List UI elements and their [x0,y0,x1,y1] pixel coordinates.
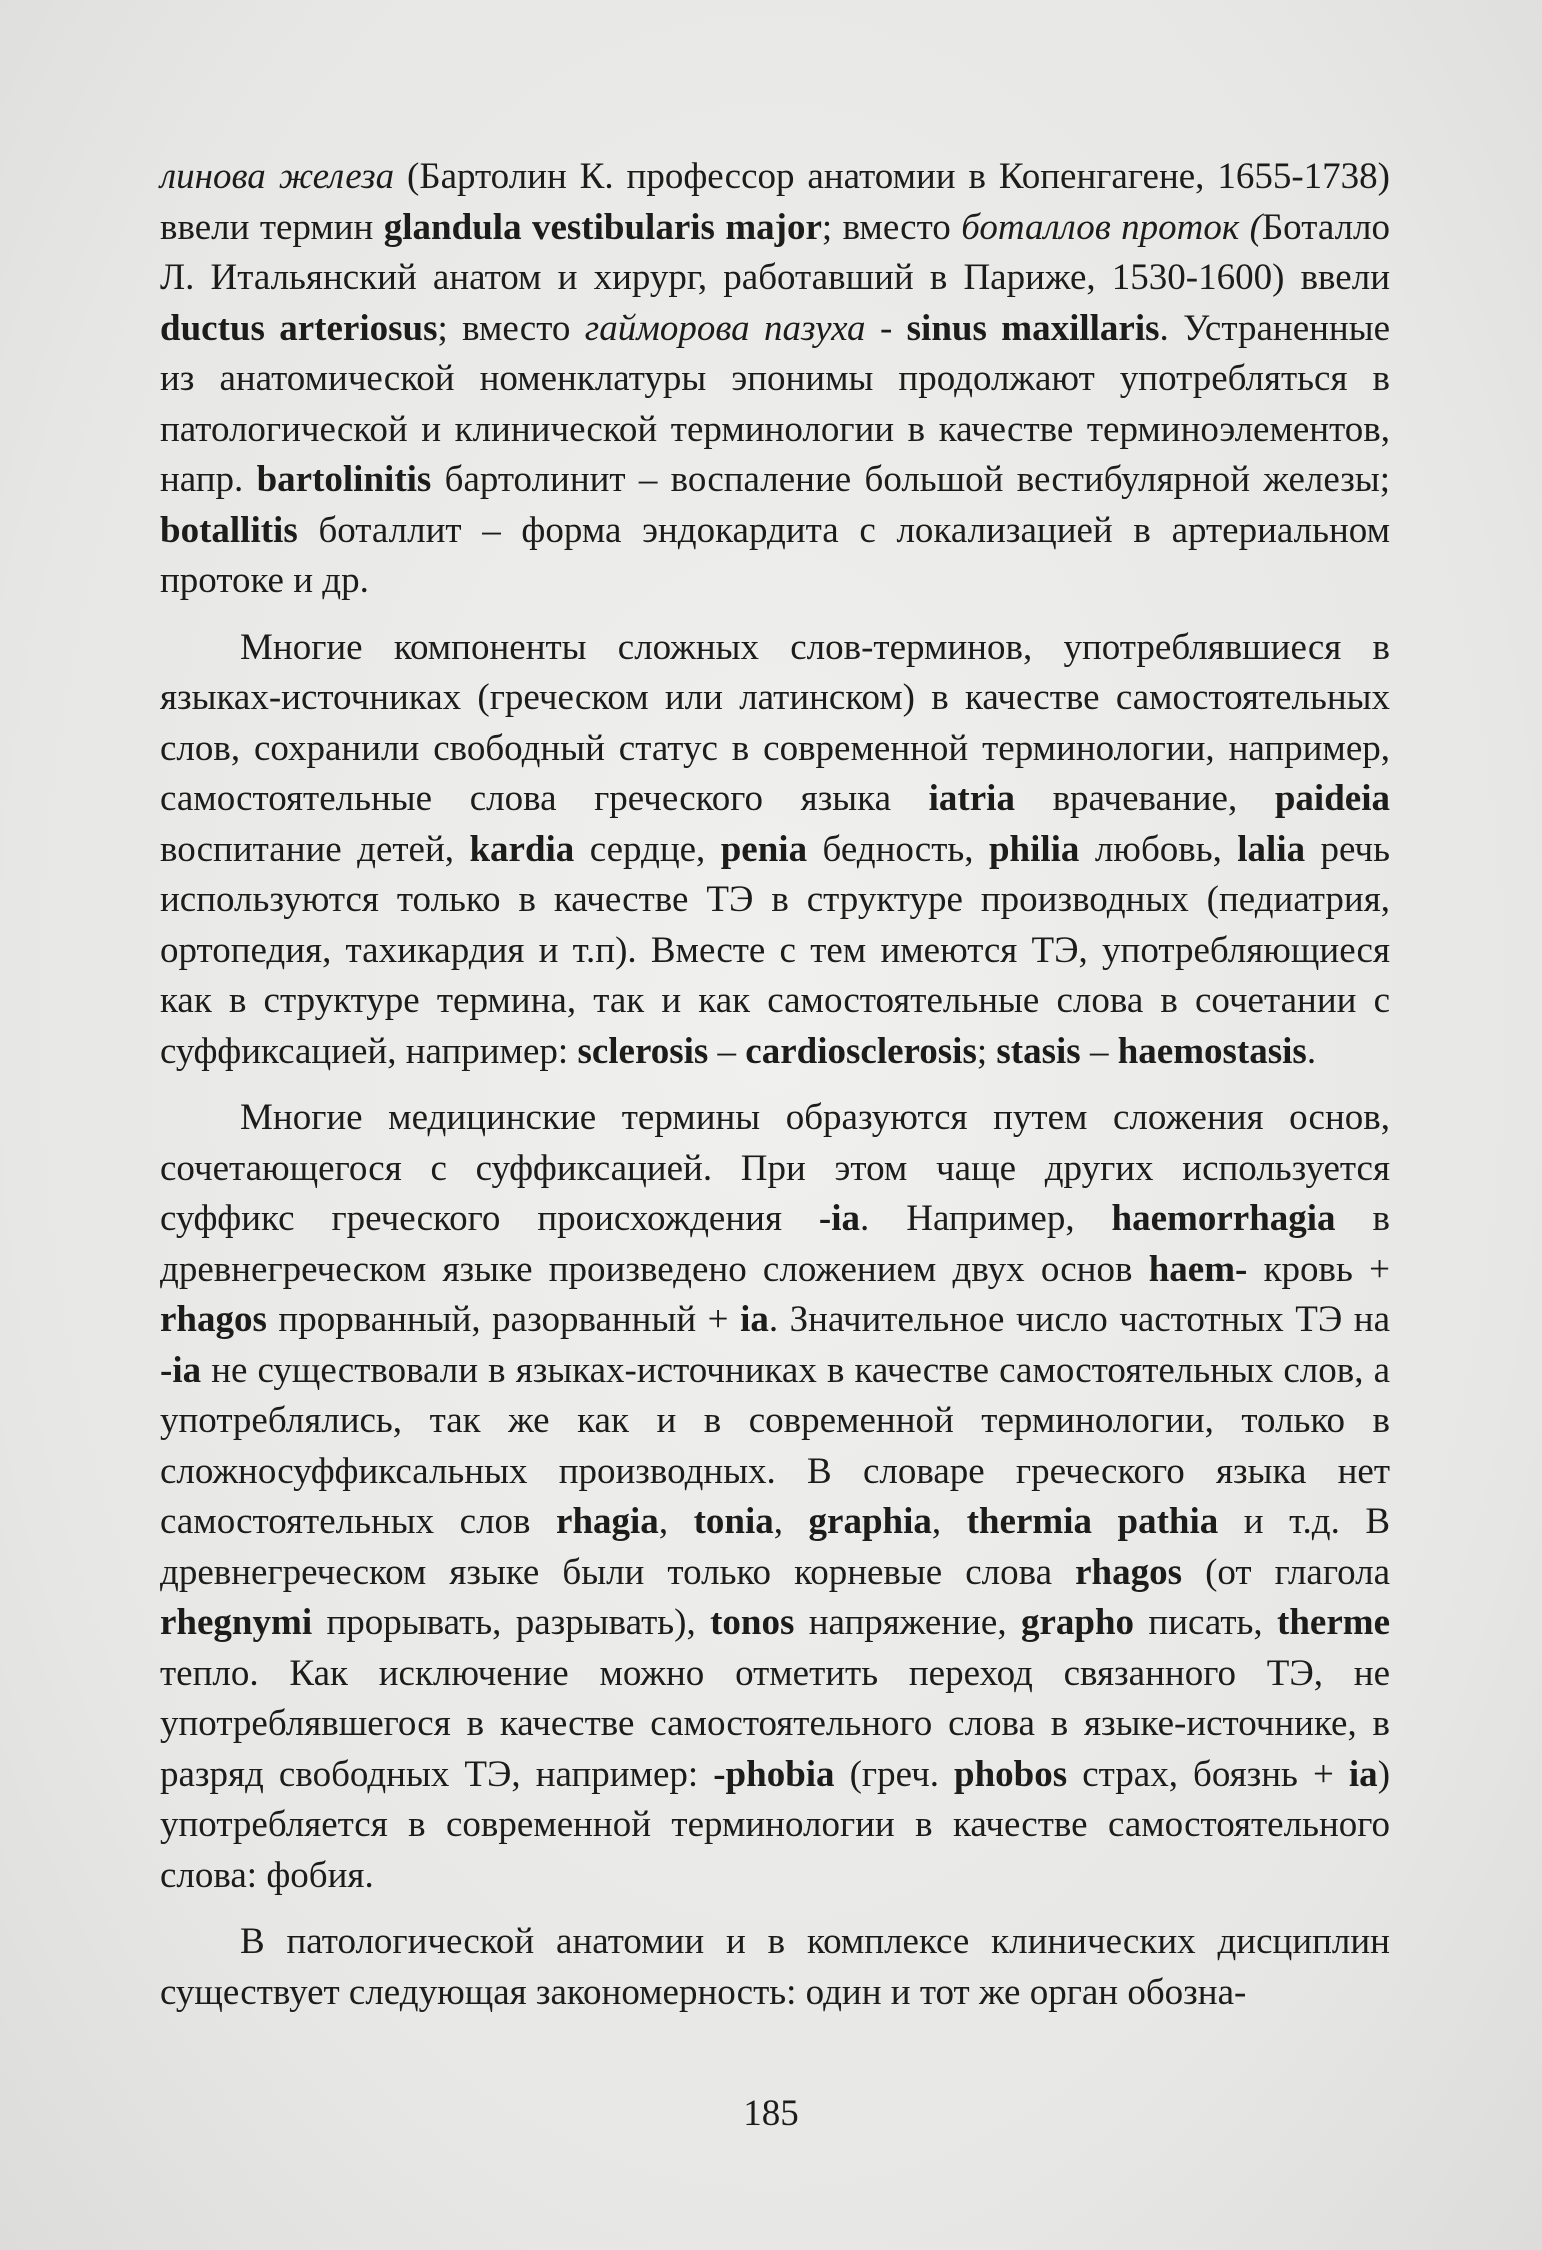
text-run: Боталло Л. Итальянский анатом и хирург, работавший в Париже, 1530-1600) ввели [160,206,1390,298]
latin-term: botallitis [160,509,298,551]
text-run: писать, [1134,1602,1277,1643]
latin-term: bartolinitis [256,459,432,500]
latin-term: phobos [954,1753,1068,1795]
latin-term: cardiosclerosis [745,1030,977,1072]
text-run: . [1306,1030,1317,1072]
latin-term: lalia [1237,828,1306,870]
text-run: ; вместо [821,206,962,248]
text-run: страх, боязнь + [1067,1753,1349,1795]
text-run: В патологической анатомии и в комплексе клинических дисциплин существует следующая закономерность: один и тот же орган обозна- [160,1921,1390,2013]
latin-term: rhagos [160,1299,267,1340]
latin-term: -ia [160,1349,202,1391]
text-run: , [658,1501,694,1542]
text-run: ; вместо [437,307,585,349]
text-run: врачевание, [1014,778,1275,819]
latin-term: thermia pathia [966,1501,1219,1542]
latin-term: glandula vestibularis major [383,206,822,248]
text-run: речь используются только в качестве ТЭ в структуре производных (педиатрия, ортопедия, тахикардия и т.п). Вместе с тем имеются ТЭ, употребляющиеся как в структуре термина, так и как самостоятельные слова в сочетании с суффиксацией, например: [160,828,1391,1072]
latin-term: rhegnymi [160,1602,313,1643]
text-run: не существовали в языках-источниках в качестве самостоятельных слов, а употреблялись, так же как и в современной терминологии, только в сложносуффиксальных производных. В словаре греческого языка нет самостоятельных слов [160,1349,1390,1542]
text-run: тепло. Как исключение можно отметить переход связанного ТЭ, не употреблявшегося в качестве самостоятельного слова в языке-источнике, в разряд свободных ТЭ, например: [160,1652,1390,1795]
text-run: (Бартолин К. профессор анатомии в Копенгагене, 1655-1738) ввели термин [160,156,1390,248]
latin-term: tonia [693,1501,774,1542]
latin-term: iatria [928,778,1015,819]
latin-term: kardia [469,828,575,870]
text-run: прорывать, разрывать), [312,1602,711,1643]
text-run: – [708,1030,746,1072]
text-run: кровь + [1247,1248,1390,1290]
latin-term: rhagos [1075,1551,1183,1593]
latin-term: grapho [1020,1602,1135,1643]
body-text [160,152,1390,2018]
text-run: прорванный, разорванный + [266,1299,741,1340]
latin-term: haem- [1148,1248,1248,1290]
latin-term: sclerosis [577,1030,709,1072]
latin-term: penia [720,828,808,870]
paragraph [160,623,1390,1078]
text-run: , [773,1501,809,1542]
text-run: бартолинит – воспаление большой вестибулярной железы; [431,459,1390,500]
text-run: ; [976,1030,997,1072]
latin-term: stasis [996,1030,1081,1072]
latin-term: tonos [710,1602,795,1643]
latin-term: -phobia [713,1753,835,1795]
text-run: . Устраненные из анатомической номенклатуры эпонимы продолжают употребляться в патологической и клинической терминологии в качестве терминоэлементов, напр. [160,307,1391,500]
latin-term: graphia [808,1501,932,1542]
latin-term: haemostasis [1117,1030,1307,1072]
text-run: , [931,1501,967,1542]
text-run: – [1080,1030,1118,1072]
text-run: бедность, [807,828,989,870]
text-run: любовь, [1079,828,1238,870]
latin-term: -ia [818,1198,861,1239]
text-run: - [865,307,907,349]
page-number: 185 [743,2093,799,2134]
text-run: боталлит – форма эндокардита с локализацией в артериальном протоке и др. [160,509,1390,601]
latin-term: haemorrhagia [1111,1198,1336,1239]
text-run: напряжение, [794,1602,1021,1643]
text-run: (греч. [834,1753,955,1795]
text-run: (от глагола [1182,1551,1390,1593]
latin-term: ia [740,1299,769,1340]
latin-term: therme [1277,1602,1390,1643]
text-run: Многие компоненты сложных слов-терминов, употреблявшиеся в языках-источниках (греческом или латинском) в качестве самостоятельных слов, сохранили свободный статус в современной терминологии, например, самостоятельные слова греческого языка [160,626,1390,819]
text-run: воспитание детей, [160,828,470,870]
paragraph [160,1093,1390,1901]
latin-term: ia [1348,1753,1378,1795]
latin-term: sinus maxillaris [906,307,1160,349]
text-run: . Значительное число частотных ТЭ на [768,1299,1390,1340]
paragraph [160,1917,1390,2018]
text-run: в древнегреческом языке произведено сложением двух основ [160,1198,1390,1290]
latin-term: philia [988,828,1080,870]
italic-phrase: гайморова пазуха [584,307,866,349]
text-run: . Например, [860,1198,1112,1239]
text-run: и т.д. В древнегреческом языке были только корневые слова [160,1501,1391,1593]
latin-term: ductus arteriosus [160,307,438,349]
italic-phrase: боталлов проток ( [961,206,1262,248]
paragraph [160,152,1390,607]
text-run: Многие медицинские термины образуются путем сложения основ, сочетающегося с суффиксацией. При этом чаще других используется суффикс греческого происхождения [160,1097,1390,1239]
text-run: сердце, [574,828,721,870]
latin-term: rhagia [556,1501,659,1542]
text-run: ) употребляется в современной терминологии в качестве самостоятельного слова: фобия. [160,1753,1391,1896]
latin-term: paideia [1274,778,1390,819]
italic-phrase: линова железа [160,156,395,197]
